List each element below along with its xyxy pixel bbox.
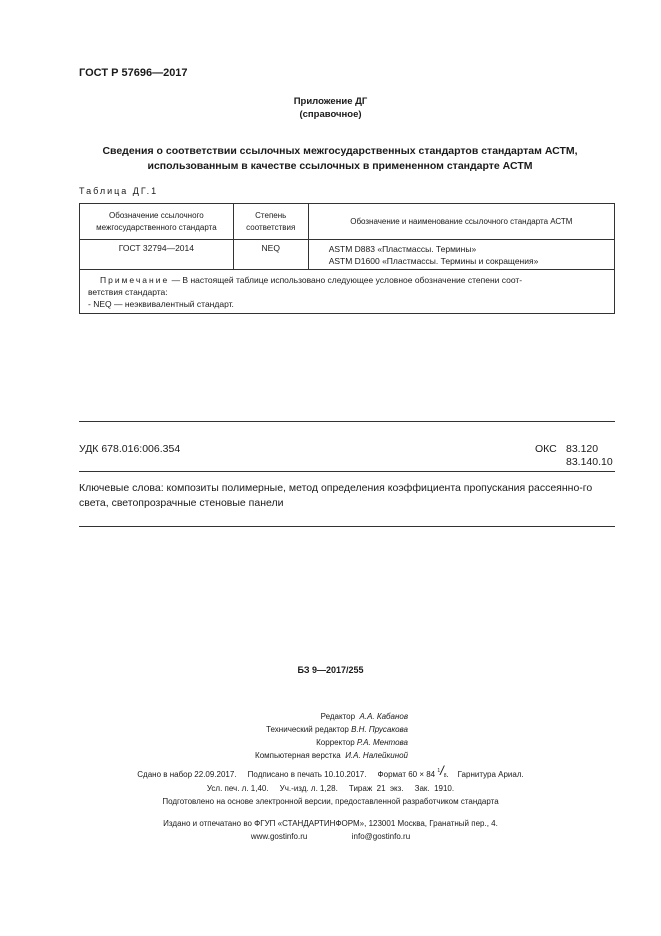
note-label: Примечание [100,275,170,285]
credit-role: Корректор [316,738,355,747]
header-cell-degree [233,204,308,240]
cell-astm [308,240,614,270]
table-note-row [80,270,615,314]
imprint-line3: Подготовлено на основе электронной версии, предоставленной разработчиком стандарта [162,797,499,806]
imprint-line5: www.gostinfo.ru info@gostinfo.ru [250,832,411,841]
header-cell-astm [308,204,614,240]
keywords [79,481,615,511]
credit-role: Компьютерная верстка [255,751,341,760]
credit-editor [321,710,408,723]
header-cell-standard [80,204,234,240]
header-standard-line1: Обозначение ссылочного [109,210,204,220]
keywords-text: композиты полимерные, метод определения коэффициента пропускания рассеянно-го света, светопрозрачные стеновые панели [79,482,593,509]
oks-code-1: 83.120 [566,443,599,455]
imprint-font: . Гарнитура Ариал. [446,770,524,779]
fraction-numerator: 1 [437,768,441,775]
bz-code: БЗ 9—2017/255 [297,665,364,675]
astm-entry-1: ASTM D883 «Пластмассы. Термины» [328,244,477,254]
cell-standard: ГОСТ 32794—2014 [80,240,234,270]
fraction-slash: / [440,763,444,779]
credit-name: В.Н. Прусакова [351,725,408,734]
header-degree-line1: Степень [255,210,287,220]
credit-layout [255,749,408,762]
imprint-submit-sign-format: Сдано в набор 22.09.2017. Подписано в печать 10.10.2017. Формат 60 × 84 [137,770,436,779]
credit-name: Р.А. Ментова [356,738,408,747]
fraction-denominator: 8 [443,773,447,780]
imprint-line4: Издано и отпечатано во ФГУП «СТАНДАРТИНФОРМ», 123001 Москва, Гранатный пер., 4. [163,819,498,828]
table-caption: Таблица ДГ.1 [79,186,159,196]
document-code: ГОСТ Р 57696—2017 [79,67,188,79]
imprint-line1 [0,763,661,781]
divider-top [79,421,615,422]
section-heading-line2: использованным в качестве ссылочных в примененном стандарте АСТМ [147,160,533,172]
format-fraction [437,763,447,780]
header-degree-line2: соответствия [246,222,296,232]
astm-entry-2: ASTM D1600 «Пластмассы. Термины и сокращения» [328,256,539,266]
correspondence-table [79,203,615,314]
appendix-subtitle: (справочное) [299,109,362,120]
oks-code-2: 83.140.10 [566,456,613,468]
section-heading-line1: Сведения о соответствии ссылочных межгосударственных стандартов стандартам АСТМ, [102,145,578,157]
note-text1: — В настоящей таблице использовано следующее условное обозначение степени соот- [169,275,523,285]
appendix-title: Приложение ДГ [293,96,368,107]
credit-role: Технический редактор [266,725,349,734]
oks-label: ОКС [535,443,557,455]
table-row [80,240,615,270]
cell-degree: NEQ [233,240,308,270]
note-line1 [88,274,608,286]
udk-code: УДК 678.016:006.354 [79,443,181,455]
divider-middle [79,471,615,472]
keywords-label: Ключевые слова: [79,482,164,494]
credit-corrector [316,736,408,749]
table-header-row [80,204,615,240]
credit-name: А.А. Кабанов [359,712,408,721]
header-standard-line2: межгосударственного стандарта [96,222,217,232]
imprint-line2: Усл. печ. л. 1,40. Уч.-изд. л. 1,28. Тираж 21 экз. Зак. 1910. [206,784,455,793]
credit-name: И.А. Налейкиной [345,751,408,760]
note-line3: - NEQ — неэквивалентный стандарт. [88,299,234,309]
table-note [80,270,615,314]
header-astm-label: Обозначение и наименование ссылочного стандарта АСТМ [350,216,573,226]
divider-bottom [79,526,615,527]
credit-role: Редактор [320,712,356,721]
note-line2: ветствия стандарта: [88,287,168,297]
credit-tech-editor [266,723,408,736]
